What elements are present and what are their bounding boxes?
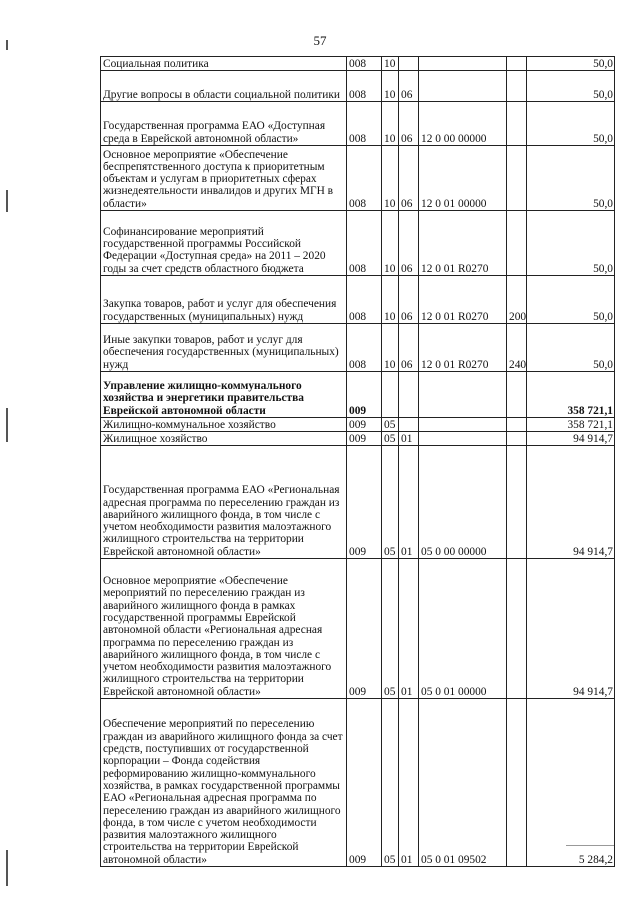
table-row bbox=[101, 71, 615, 102]
col-subsection: 06 bbox=[399, 71, 419, 102]
col-amount: 94 914,7 bbox=[527, 432, 615, 446]
col-section: 10 bbox=[382, 211, 399, 276]
row-name: Софинансирование мероприятий государственной программы Российской Федерации «Доступная среда» на 2011 – 2020 годы за счет средств областного бюджета bbox=[101, 211, 347, 276]
row-name: Основное мероприятие «Обеспечение мероприятий по переселению граждан из аварийного жилищного фонда в рамках государственной программы Еврейской автономной области «Региональная адресная программа по переселению граждан из аварийного жилищного фонда, в том числе с учетом необходимости развития малоэтажного жилищного строительства на территории Еврейской автономной области» bbox=[101, 559, 347, 699]
col-section: 10 bbox=[382, 276, 399, 324]
col-expense-type: 240 bbox=[507, 324, 527, 372]
col-expense-type bbox=[507, 432, 527, 446]
col-section: 10 bbox=[382, 324, 399, 372]
col-subsection: 06 bbox=[399, 324, 419, 372]
col-target-article: 12 0 01 R0270 bbox=[419, 324, 507, 372]
row-name: Обеспечение мероприятий по переселению граждан из аварийного жилищного фонда за счет средств, поступивших от государственной корпорации – Фонда содействия реформированию жилищно-коммунального хозяйства, в рамках государственной программы ЕАО «Региональная адресная программа по переселению граждан из аварийного жилищного фонда, в том числе с учетом необходимости развития малоэтажного жилищного строительства на территории Еврейской автономной области» bbox=[101, 699, 347, 867]
row-name: Основное мероприятие «Обеспечение беспрепятственного доступа к приоритетным объектам и услугам в приоритетных сферах жизнедеятельности инвалидов и других МГН в области» bbox=[101, 146, 347, 211]
col-expense-type bbox=[507, 559, 527, 699]
col-amount: 94 914,7 bbox=[527, 446, 615, 559]
col-section bbox=[382, 372, 399, 418]
col-admin: 008 bbox=[347, 324, 382, 372]
row-name: Государственная программа ЕАО «Доступная среда в Еврейской автономной области» bbox=[101, 102, 347, 146]
col-expense-type bbox=[507, 71, 527, 102]
col-target-article bbox=[419, 57, 507, 71]
col-section: 10 bbox=[382, 102, 399, 146]
col-subsection: 01 bbox=[399, 559, 419, 699]
col-expense-type bbox=[507, 102, 527, 146]
col-amount: 50,0 bbox=[527, 102, 615, 146]
col-admin: 009 bbox=[347, 372, 382, 418]
scan-margin-mark bbox=[6, 850, 8, 886]
col-target-article: 12 0 01 00000 bbox=[419, 146, 507, 211]
col-admin: 008 bbox=[347, 71, 382, 102]
col-expense-type bbox=[507, 446, 527, 559]
col-amount: 50,0 bbox=[527, 211, 615, 276]
col-subsection: 06 bbox=[399, 146, 419, 211]
table-row bbox=[101, 559, 615, 699]
col-amount: 50,0 bbox=[527, 276, 615, 324]
col-expense-type bbox=[507, 699, 527, 867]
col-admin: 008 bbox=[347, 102, 382, 146]
col-admin: 009 bbox=[347, 699, 382, 867]
col-section: 10 bbox=[382, 71, 399, 102]
col-subsection: 01 bbox=[399, 446, 419, 559]
table-row bbox=[101, 699, 615, 867]
col-target-article: 05 0 01 09502 bbox=[419, 699, 507, 867]
col-admin: 008 bbox=[347, 146, 382, 211]
scan-edge-mark bbox=[566, 845, 614, 846]
row-name: Управление жилищно-коммунального хозяйства и энергетики правительства Еврейской автономной области bbox=[101, 372, 347, 418]
scan-margin-mark bbox=[6, 40, 8, 50]
col-admin: 009 bbox=[347, 418, 382, 432]
col-target-article: 05 0 00 00000 bbox=[419, 446, 507, 559]
col-expense-type bbox=[507, 146, 527, 211]
col-amount: 5 284,2 bbox=[527, 699, 615, 867]
col-subsection: 06 bbox=[399, 211, 419, 276]
col-section: 05 bbox=[382, 446, 399, 559]
col-section: 10 bbox=[382, 57, 399, 71]
col-target-article: 12 0 01 R0270 bbox=[419, 276, 507, 324]
col-target-article bbox=[419, 372, 507, 418]
row-name: Другие вопросы в области социальной политики bbox=[101, 71, 347, 102]
col-target-article: 05 0 01 00000 bbox=[419, 559, 507, 699]
col-subsection: 01 bbox=[399, 699, 419, 867]
col-amount: 94 914,7 bbox=[527, 559, 615, 699]
row-name: Жилищное хозяйство bbox=[101, 432, 347, 446]
col-section: 05 bbox=[382, 699, 399, 867]
table-row bbox=[101, 102, 615, 146]
col-admin: 009 bbox=[347, 432, 382, 446]
table-row bbox=[101, 324, 615, 372]
page-number: 57 bbox=[313, 33, 327, 48]
col-admin: 008 bbox=[347, 57, 382, 71]
col-section: 05 bbox=[382, 418, 399, 432]
col-target-article: 12 0 01 R0270 bbox=[419, 211, 507, 276]
row-name: Жилищно-коммунальное хозяйство bbox=[101, 418, 347, 432]
col-section: 05 bbox=[382, 432, 399, 446]
col-target-article bbox=[419, 71, 507, 102]
col-subsection bbox=[399, 57, 419, 71]
col-amount: 358 721,1 bbox=[527, 372, 615, 418]
col-expense-type: 200 bbox=[507, 276, 527, 324]
col-target-article: 12 0 00 00000 bbox=[419, 102, 507, 146]
col-expense-type bbox=[507, 57, 527, 71]
col-target-article bbox=[419, 432, 507, 446]
row-name: Закупка товаров, работ и услуг для обеспечения государственных (муниципальных) нужд bbox=[101, 276, 347, 324]
col-subsection bbox=[399, 372, 419, 418]
table-row-department bbox=[101, 372, 615, 418]
col-amount: 358 721,1 bbox=[527, 418, 615, 432]
budget-table bbox=[100, 56, 615, 867]
col-admin: 009 bbox=[347, 559, 382, 699]
table-row bbox=[101, 57, 615, 71]
col-admin: 008 bbox=[347, 276, 382, 324]
col-amount: 50,0 bbox=[527, 57, 615, 71]
col-subsection: 01 bbox=[399, 432, 419, 446]
row-name: Иные закупки товаров, работ и услуг для обеспечения государственных (муниципальных) нужд bbox=[101, 324, 347, 372]
col-amount: 50,0 bbox=[527, 324, 615, 372]
table-row bbox=[101, 146, 615, 211]
col-expense-type bbox=[507, 211, 527, 276]
col-amount: 50,0 bbox=[527, 146, 615, 211]
row-name: Социальная политика bbox=[101, 57, 347, 71]
col-subsection bbox=[399, 418, 419, 432]
scan-margin-mark bbox=[6, 408, 8, 442]
row-name: Государственная программа ЕАО «Региональная адресная программа по переселению граждан из аварийного жилищного фонда, в том числе с учетом необходимости развития малоэтажного жилищного строительства на территории Еврейской автономной области» bbox=[101, 446, 347, 559]
col-target-article bbox=[419, 418, 507, 432]
scan-margin-mark bbox=[6, 190, 8, 212]
col-expense-type bbox=[507, 418, 527, 432]
col-expense-type bbox=[507, 372, 527, 418]
table-row bbox=[101, 432, 615, 446]
col-subsection: 06 bbox=[399, 102, 419, 146]
col-subsection: 06 bbox=[399, 276, 419, 324]
col-section: 05 bbox=[382, 559, 399, 699]
col-admin: 008 bbox=[347, 211, 382, 276]
col-amount: 50,0 bbox=[527, 71, 615, 102]
table-row bbox=[101, 446, 615, 559]
col-section: 10 bbox=[382, 146, 399, 211]
table-row bbox=[101, 211, 615, 276]
col-admin: 009 bbox=[347, 446, 382, 559]
table-row bbox=[101, 418, 615, 432]
table-row bbox=[101, 276, 615, 324]
